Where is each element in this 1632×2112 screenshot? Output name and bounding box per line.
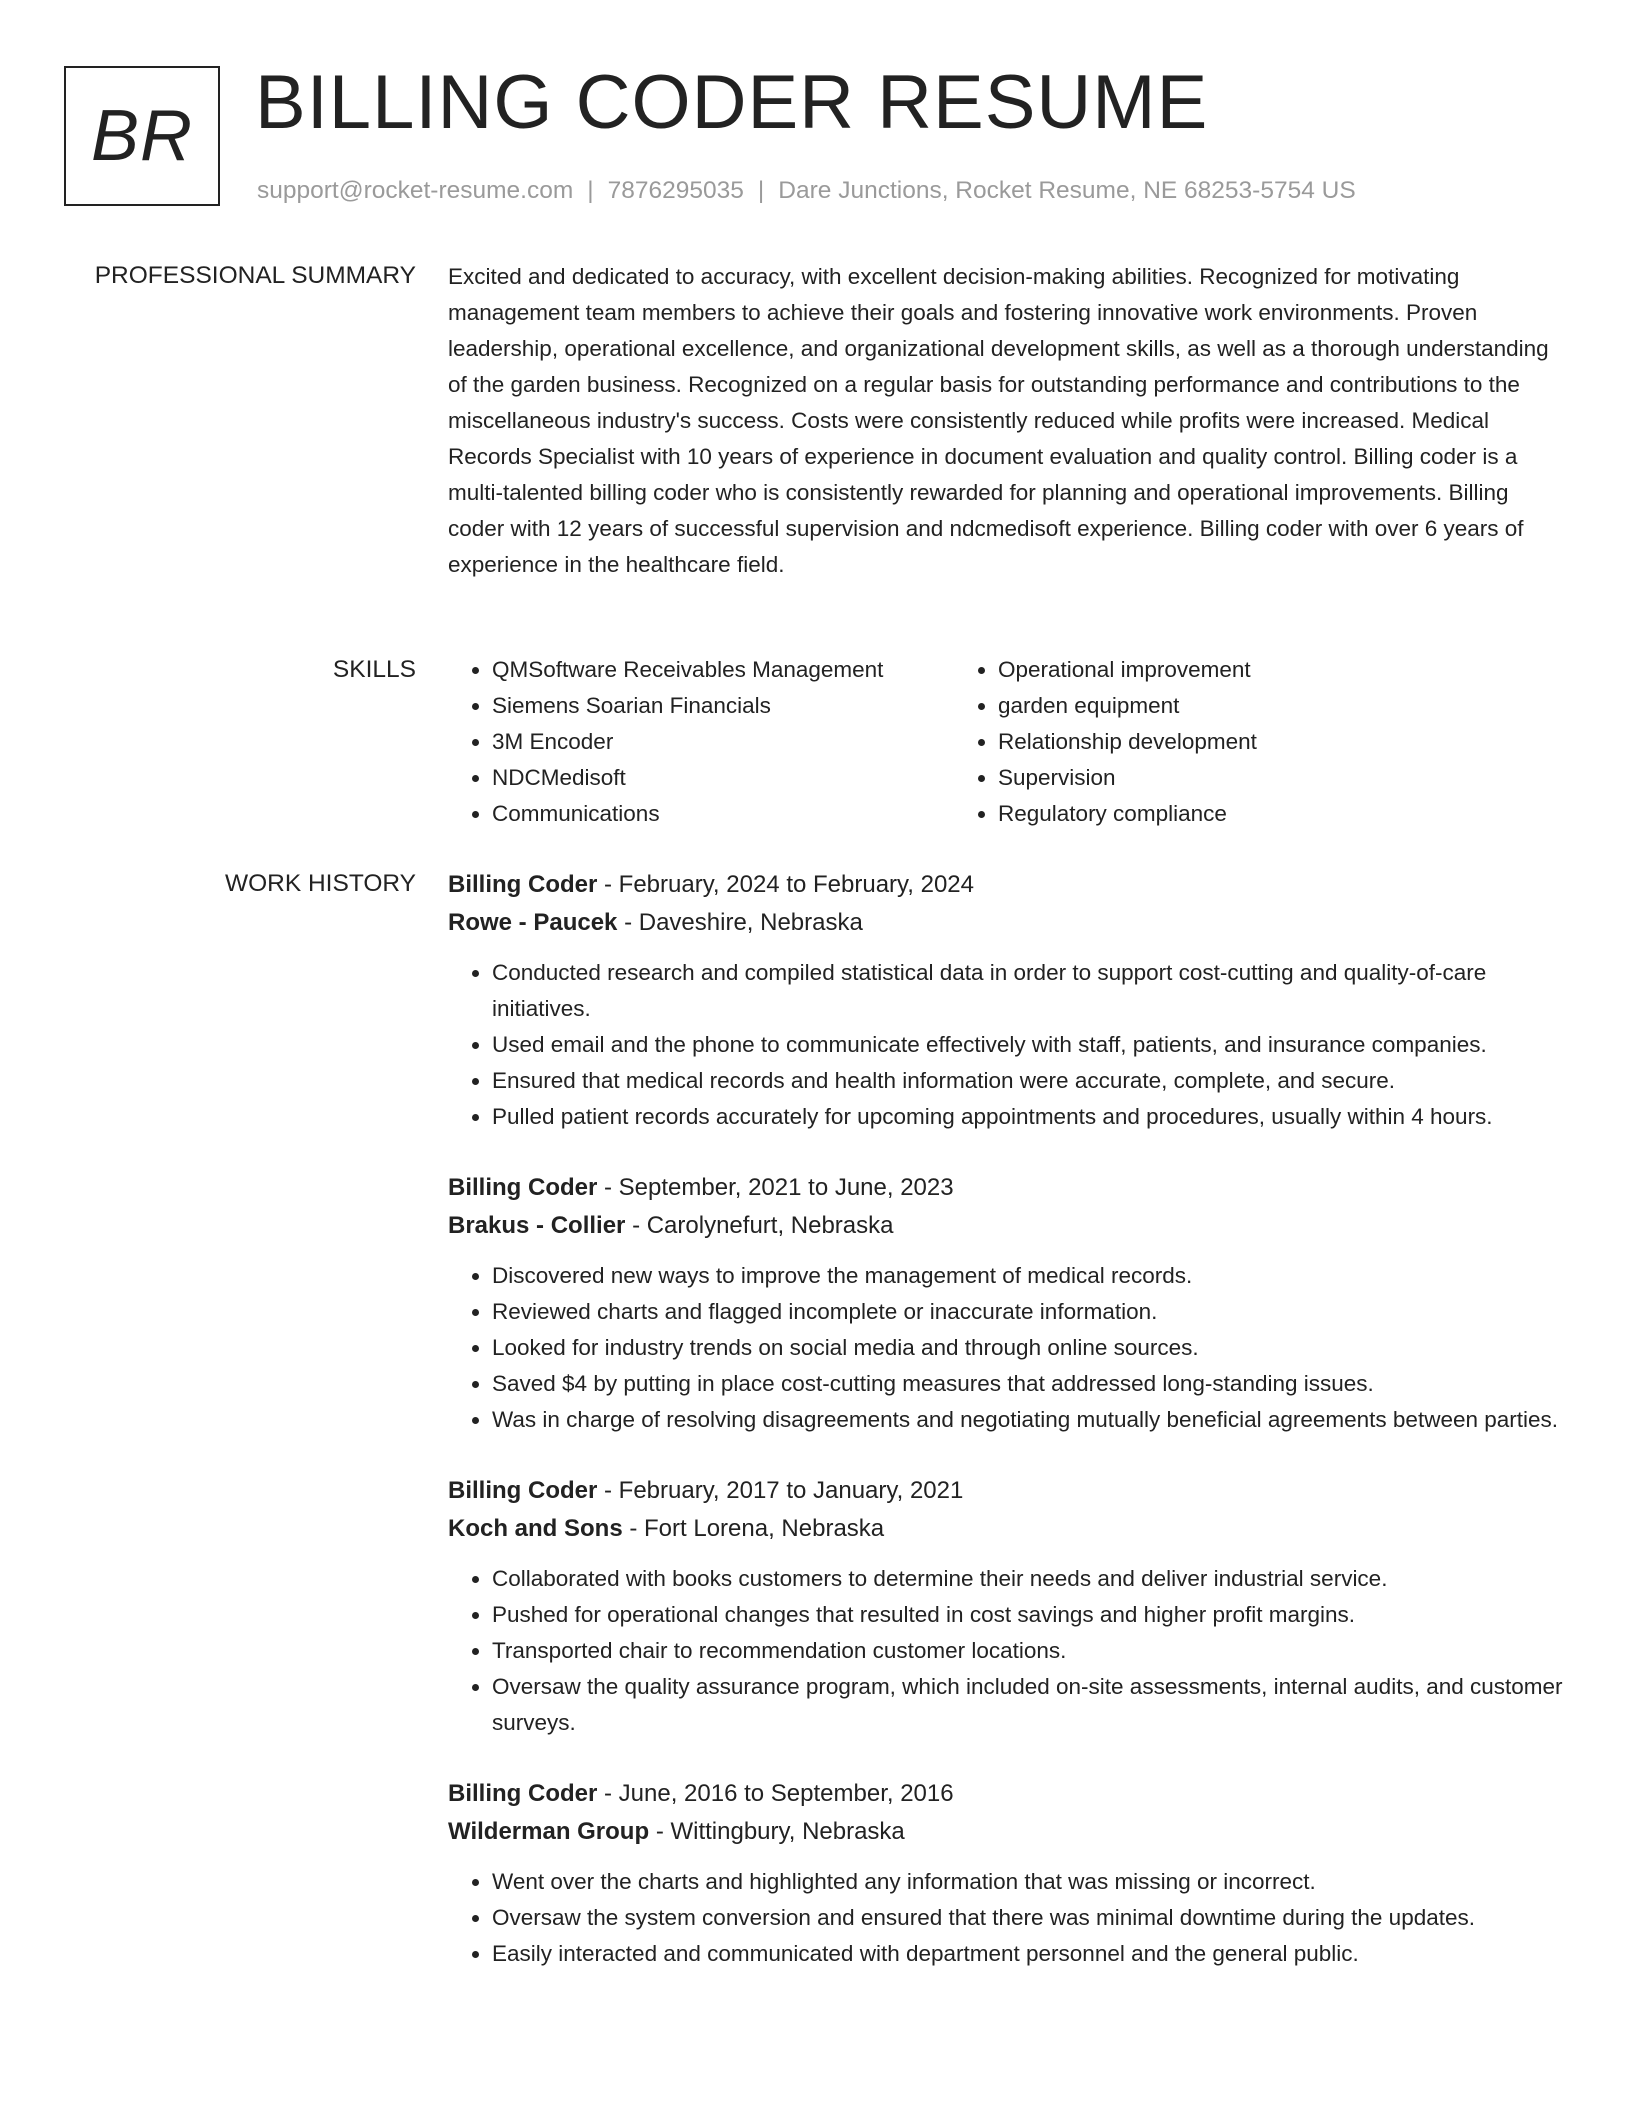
job-bullet: • Transported chair to recommendation customer locations. (492, 1633, 1563, 1669)
contact-separator: | (587, 177, 594, 204)
skill-item: • Siemens Soarian Financials (492, 688, 954, 724)
job-entry (448, 1472, 1563, 1741)
job-title: Billing Coder (448, 1174, 598, 1201)
job-dates: - February, 2024 to February, 2024 (604, 871, 974, 898)
job-company: Wilderman Group (448, 1818, 650, 1845)
contact-separator: | (757, 177, 765, 204)
skills-list-left (448, 652, 954, 832)
job-title: Billing Coder (448, 871, 598, 898)
skill-item: • Relationship development (998, 724, 1257, 760)
skills-heading: SKILLS (332, 656, 416, 683)
job-bullet: • Used email and the phone to communicate effectively with staff, patients, and insurance companies. (492, 1027, 1563, 1063)
skill-item: • QMSoftware Receivables Management (492, 652, 954, 688)
work-history-body (448, 866, 1563, 2006)
work-history-heading: WORK HISTORY (224, 870, 416, 897)
skills-list-right (954, 652, 1257, 832)
monogram-logo (64, 66, 220, 206)
job-company: Rowe - Paucek (448, 909, 618, 936)
job-bullet: • Went over the charts and highlighted any information that was missing or incorrect. (492, 1864, 1563, 1900)
job-bullets (448, 1258, 1563, 1438)
job-entry (448, 866, 1563, 1135)
skill-item: • 3M Encoder (492, 724, 954, 760)
job-company-line (448, 1509, 1563, 1549)
job-bullet: • Easily interacted and communicated with department personnel and the general public. (492, 1936, 1563, 1972)
job-bullets (448, 955, 1563, 1135)
job-bullet: • Reviewed charts and flagged incomplete or inaccurate information. (492, 1294, 1563, 1330)
job-bullet: • Collaborated with books customers to determine their needs and deliver industrial service. (492, 1561, 1563, 1597)
job-bullet: • Pushed for operational changes that resulted in cost savings and higher profit margins. (492, 1597, 1563, 1633)
job-title-line (448, 1169, 1563, 1206)
job-company: Koch and Sons (448, 1515, 623, 1542)
job-bullet: • Saved $4 by putting in place cost-cutting measures that addressed long-standing issues. (492, 1366, 1563, 1402)
skill-item: • Communications (492, 796, 954, 832)
job-bullet: • Looked for industry trends on social media and through online sources. (492, 1330, 1563, 1366)
job-entry (448, 1169, 1563, 1438)
job-location: - Daveshire, Nebraska (624, 909, 863, 936)
skills-columns (448, 652, 1563, 832)
contact-phone[interactable]: 7876295035 (607, 177, 744, 204)
job-dates: - June, 2016 to September, 2016 (604, 1780, 954, 1807)
job-bullets (448, 1561, 1563, 1741)
job-title-line (448, 1472, 1563, 1509)
job-bullets (448, 1864, 1563, 1972)
skill-item: • Supervision (998, 760, 1257, 796)
job-company-line (448, 903, 1563, 943)
job-entry (448, 1775, 1563, 1972)
job-company-line (448, 1812, 1563, 1852)
contact-line (257, 174, 1356, 208)
summary-body (448, 258, 1563, 583)
summary-text: Excited and dedicated to accuracy, with excellent decision-making abilities. Recognized for motivating management team members to achieve their goals and fostering innovative work environments. Proven leadership, operational excellence, and organizational development skills, as well as a thorough understanding of the garden business. Recognized on a regular basis for outstanding performance and contributions to the miscellaneous industry's success. Costs were consistently reduced while profits were increased. Medical Records Specialist with 10 years of experience in document evaluation and quality control. Billing coder is a multi-talented billing coder who is consistently rewarded for planning and operational improvements. Billing coder with 12 years of successful supervision and ndcmedisoft experience. Billing coder with over 6 years of experience in the healthcare field. (448, 264, 1549, 577)
job-company-line (448, 1206, 1563, 1246)
job-title-line (448, 866, 1563, 903)
contact-email[interactable]: support@rocket-resume.com (257, 177, 574, 204)
job-bullet: • Pulled patient records accurately for upcoming appointments and procedures, usually within 4 hours. (492, 1099, 1563, 1135)
skill-item: • garden equipment (998, 688, 1257, 724)
job-title: Billing Coder (448, 1780, 598, 1807)
monogram-initials: BR (90, 96, 194, 176)
job-bullet: • Ensured that medical records and health information were accurate, complete, and secure. (492, 1063, 1563, 1099)
job-dates: - February, 2017 to January, 2021 (604, 1477, 964, 1504)
job-dates: - September, 2021 to June, 2023 (604, 1174, 954, 1201)
job-title-line (448, 1775, 1563, 1812)
resume-title: BILLING CODER RESUME (255, 60, 1209, 145)
job-bullet: • Oversaw the system conversion and ensured that there was minimal downtime during the updates. (492, 1900, 1563, 1936)
job-title: Billing Coder (448, 1477, 598, 1504)
job-bullet: • Conducted research and compiled statistical data in order to support cost-cutting and quality-of-care initiatives. (492, 955, 1563, 1027)
job-bullet: • Oversaw the quality assurance program, which included on-site assessments, internal audits, and customer surveys. (492, 1669, 1563, 1741)
skill-item: • NDCMedisoft (492, 760, 954, 796)
contact-address: Dare Junctions, Rocket Resume, NE 68253-5754 US (778, 177, 1356, 204)
summary-heading: PROFESSIONAL SUMMARY (94, 262, 416, 289)
skills-body (448, 652, 1563, 832)
skill-item: • Regulatory compliance (998, 796, 1257, 832)
job-location: - Carolynefurt, Nebraska (632, 1212, 894, 1239)
skill-item: • Operational improvement (998, 652, 1257, 688)
job-company: Brakus - Collier (448, 1212, 626, 1239)
job-bullet: • Discovered new ways to improve the management of medical records. (492, 1258, 1563, 1294)
job-bullet: • Was in charge of resolving disagreements and negotiating mutually beneficial agreements between parties. (492, 1402, 1563, 1438)
job-location: - Fort Lorena, Nebraska (629, 1515, 885, 1542)
job-location: - Wittingbury, Nebraska (655, 1818, 905, 1845)
